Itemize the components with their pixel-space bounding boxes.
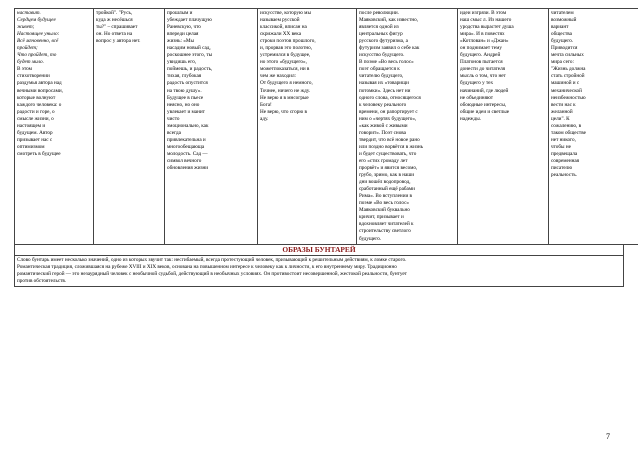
cell-text-line: ним о «чертях будущего», bbox=[359, 115, 417, 122]
cell-text-line: От будущего я немного, bbox=[260, 80, 313, 87]
cell-text-line: реальность. bbox=[551, 172, 577, 179]
cell-text-line: всегда bbox=[167, 129, 181, 136]
cell-text-line: твердит, что всё новое рано bbox=[359, 136, 420, 143]
cell-text-line: уродства вырастет душа bbox=[460, 24, 514, 31]
cell-text-line: пройдет; bbox=[17, 45, 38, 52]
cell-text-line: сработанный ещё рабами bbox=[359, 186, 415, 193]
cell-text-line: его «стих громаду лет bbox=[359, 157, 408, 164]
cell-text-line: раздумья автора над bbox=[17, 80, 62, 87]
page bbox=[14, 8, 624, 287]
table-cell-col6 bbox=[458, 9, 549, 245]
cell-text-line: насадим новый сад, bbox=[167, 45, 211, 52]
cell-text-line: потомки». Здесь нет ни bbox=[359, 87, 411, 94]
cell-text-line: цели". К bbox=[551, 115, 570, 122]
cell-text-line: тихая, глубокая bbox=[167, 73, 202, 80]
cell-text-line: читателю будущего, bbox=[359, 73, 404, 80]
cell-text-line: чисто bbox=[167, 115, 180, 122]
cell-text-line: читателем bbox=[551, 10, 574, 16]
section-body bbox=[14, 255, 624, 288]
cell-text-line: тройкой". "Русь, bbox=[96, 10, 133, 16]
cell-text-line: роскошнее этого, ты bbox=[167, 52, 213, 59]
cell-text-line: Что пройдет, то bbox=[17, 52, 57, 59]
cell-text-line: аду. bbox=[260, 115, 269, 122]
cell-text-line: Бога! bbox=[260, 101, 272, 108]
cell-text-line: будущего. Андрей bbox=[460, 52, 501, 59]
cell-text-line: донести до читателя bbox=[460, 66, 506, 73]
cell-text-line: каждого человека: о bbox=[17, 101, 62, 108]
cell-text-line: вариант bbox=[551, 24, 569, 31]
cell-text-line: и будет существовать, что bbox=[359, 150, 417, 157]
cell-text-line: стать стройной bbox=[551, 73, 585, 80]
cell-text-line: строительству светлого bbox=[359, 228, 411, 235]
section-line: Слово бунтарь имеет несколько значений, одно из которых звучит так: несгибаемый, всегда протестующий человек, призывающий к решительным действиям, к ломке старого. bbox=[17, 256, 407, 263]
cell-text-line: вопрос у автора нет. bbox=[96, 38, 141, 45]
cell-text-line: грубо, зримо, как в наши bbox=[359, 172, 415, 179]
cell-text-line: центральных фигур bbox=[359, 31, 403, 38]
cell-text-line: современная bbox=[551, 157, 580, 164]
cell-text-line: Маяковский буквально bbox=[359, 207, 410, 214]
cell-text-line: Маяковский, как известно, bbox=[359, 17, 419, 24]
cell-text-line: футуризм заявил о себе как bbox=[359, 45, 420, 52]
cell-text-line: или поздно ворвётся в жизнь bbox=[359, 143, 424, 150]
cell-text-line: машиной и с bbox=[551, 80, 580, 87]
cell-text-line: таком обществе bbox=[551, 129, 586, 136]
cell-text-line: общие идеи и светлые bbox=[460, 108, 510, 115]
cell-text-line: начинаний, где людей bbox=[460, 87, 509, 94]
cell-text-line: к человеку реального bbox=[359, 101, 407, 108]
cell-text-line: строки поэтов прошлого, bbox=[260, 38, 316, 45]
cell-text-line: Не верю я в мнсогрые bbox=[260, 94, 309, 101]
cell-text-line: куда ж несёшься bbox=[96, 17, 133, 24]
cell-text-line: неизбежностью bbox=[551, 94, 586, 101]
cell-text-line: он. Но ответа на bbox=[96, 31, 133, 38]
cell-text-line: молодость. Сад — bbox=[167, 150, 208, 157]
section-title: ОБРАЗЫ БУНТАРЕЙ bbox=[14, 245, 624, 255]
cell-text-line: писателю bbox=[551, 165, 573, 172]
cell-text-line: Платонов пытается bbox=[460, 59, 503, 66]
literature-table bbox=[14, 8, 638, 245]
cell-text-line: Рима». Во вступлении в bbox=[359, 193, 413, 200]
cell-text-line: «Котлован» и «Джан» bbox=[460, 38, 509, 45]
cell-text-line: Раневскую, что bbox=[167, 24, 201, 31]
cell-text-line: говорит». Поэт снова bbox=[359, 129, 406, 136]
cell-text-line: идеи изгрязи. В этом bbox=[460, 10, 507, 16]
cell-text-line: ты?" – спрашивает bbox=[96, 24, 138, 31]
cell-text-line: которые волнуют bbox=[17, 94, 56, 101]
cell-text-line: времени, он рапортирует с bbox=[359, 108, 418, 115]
cell-text-line: мира сего: bbox=[551, 59, 574, 66]
section-line: романтический герой — это незаурядный человек с необычной судьбой, действующий в необычных условиях. Он противостоит несовершенной, жестокой реальности, бунтует bbox=[17, 270, 407, 277]
cell-text-line: желанной bbox=[551, 108, 573, 115]
cell-text-line: В этом bbox=[17, 66, 32, 73]
cell-text-line: возможный bbox=[551, 17, 577, 24]
cell-text-line: настоящем и bbox=[17, 122, 46, 129]
cell-text-line: радости и горе, о bbox=[17, 108, 55, 115]
cell-text-line: наш смыс л. Из нашего bbox=[460, 17, 512, 24]
cell-text-line: стихотворении bbox=[17, 73, 50, 80]
cell-text-line: вдохновляет читателей к bbox=[359, 221, 414, 228]
cell-text-line: смотреть в будущее bbox=[17, 150, 61, 157]
cell-text-line: будущего. bbox=[551, 38, 574, 45]
cell-text-line: на твою душу». bbox=[167, 87, 202, 94]
cell-text-line: вести нас к bbox=[551, 101, 576, 108]
cell-text-line: общества bbox=[551, 31, 572, 38]
cell-text-line: мечта сильных bbox=[551, 52, 584, 59]
table-cell-col4 bbox=[258, 9, 357, 245]
cell-text-line: скрижали XX века bbox=[260, 31, 302, 38]
cell-text-line: живет; bbox=[17, 24, 35, 31]
table-row bbox=[15, 9, 638, 245]
cell-text-line: обновления жизни bbox=[167, 165, 209, 172]
cell-text-line: Приводится bbox=[551, 45, 578, 52]
table-cell-col5 bbox=[357, 9, 458, 245]
cell-text-line: наставит. bbox=[17, 10, 41, 16]
cell-text-line: эмоционально, как bbox=[167, 122, 209, 129]
table-cell-col7 bbox=[549, 9, 638, 245]
cell-text-line: поэме «Во весь голос» bbox=[359, 200, 409, 207]
cell-text-line: Всё мгновенно, всё bbox=[17, 38, 59, 45]
cell-text-line: привлекательна и bbox=[167, 136, 206, 143]
cell-text-line: можетпоказаться, ни в bbox=[260, 66, 310, 73]
cell-text-line: механической bbox=[551, 87, 582, 94]
cell-text-line: искусство будущего. bbox=[359, 52, 405, 59]
cell-text-line: будущем. Автор bbox=[17, 129, 53, 136]
cell-text-line: классикой, вписан на bbox=[260, 24, 307, 31]
cell-text-line: называя их «товарищи bbox=[359, 80, 409, 87]
cell-text-line: прошлым и bbox=[167, 10, 193, 16]
cell-text-line: жизнь: «Мы bbox=[167, 38, 194, 45]
cell-text-line: русского футуризма, а bbox=[359, 38, 408, 45]
section-line: Романтическая традиция, сложившаяся на рубеже XVIII и XIX веков, основана на повышенном интересе к человеку как к личности, к его внутреннему миру. Традиционно bbox=[17, 263, 397, 270]
cell-text-line: сожалению, в bbox=[551, 122, 582, 129]
cell-text-line: Настоящее уныло: bbox=[17, 31, 60, 38]
cell-text-line: многообещающа bbox=[167, 143, 205, 150]
table-cell-col1 bbox=[15, 9, 94, 245]
cell-text-line: «как живой с живыми bbox=[359, 122, 408, 129]
cell-text-line: прорвёт» и явится весомо, bbox=[359, 165, 418, 172]
cell-text-line: впереди целая bbox=[167, 31, 199, 38]
cell-text-line: чем же находил: bbox=[260, 73, 296, 80]
cell-text-line: оптимизмом bbox=[17, 143, 45, 150]
cell-text-line: радость опустится bbox=[167, 80, 208, 87]
cell-text-line: мира». И в повестях bbox=[460, 31, 505, 38]
cell-text-line: увлекает и манит bbox=[167, 108, 205, 115]
cell-text-line: Сердцем будущее bbox=[17, 17, 56, 24]
cell-text-line: вечными вопросами, bbox=[17, 87, 63, 94]
cell-text-line: является одной из bbox=[359, 24, 399, 31]
cell-text-line: и, прорвав это полотно, bbox=[260, 45, 313, 52]
cell-text-line: "Жизнь должна bbox=[551, 66, 586, 73]
cell-text-line: мысль о том, что нет bbox=[460, 73, 506, 80]
cell-text-line: Не верю, что сгорю в bbox=[260, 108, 307, 115]
cell-text-line: предвещала bbox=[551, 150, 578, 157]
cell-text-line: смысле жизни, о bbox=[17, 115, 54, 122]
cell-text-line: В поэме «Во весь голос» bbox=[359, 59, 414, 66]
cell-text-line: будущего. bbox=[359, 235, 382, 242]
cell-text-line: кричит, призывает и bbox=[359, 214, 404, 221]
cell-text-line: не объединяют bbox=[460, 94, 494, 101]
cell-text-line: убеждает плачущую bbox=[167, 17, 212, 24]
cell-text-line: дни вошёл водопровод, bbox=[359, 179, 411, 186]
cell-text-line: одного слова, относящегося bbox=[359, 94, 421, 101]
cell-text-line: искусстве, которую мы bbox=[260, 10, 311, 16]
cell-text-line: поэт обращается к bbox=[359, 66, 400, 73]
cell-text-line: называем русской bbox=[260, 17, 300, 24]
cell-text-line: чтобы не bbox=[551, 143, 571, 150]
page-number: 7 bbox=[606, 432, 610, 441]
cell-text-line: призывает нас с bbox=[17, 136, 53, 143]
cell-text-line: символ вечного bbox=[167, 157, 202, 164]
cell-text-line: будет мило. bbox=[17, 59, 44, 66]
cell-text-line: будущего у тех bbox=[460, 80, 494, 87]
cell-text-line: поймешь, и радость, bbox=[167, 66, 213, 73]
table-cell-col2 bbox=[94, 9, 165, 245]
cell-text-line: он поднимает тему bbox=[460, 45, 502, 52]
cell-text-line: увидишь его, bbox=[167, 59, 197, 66]
cell-text-line: устремился в будущее, bbox=[260, 52, 311, 59]
cell-text-line: Будущее в пьесе bbox=[167, 94, 204, 101]
cell-text-line: Точнее, ничего не жду. bbox=[260, 87, 311, 94]
cell-text-line: но этого «будущего», bbox=[260, 59, 307, 66]
cell-text-line: нет никого, bbox=[551, 136, 576, 143]
section-line: против обстоятельств. bbox=[17, 278, 67, 285]
cell-text-line: после революции. bbox=[359, 10, 399, 16]
cell-text-line: неясно, но оно bbox=[167, 101, 200, 108]
cell-text-line: надежды. bbox=[460, 115, 482, 122]
cell-text-line: обоюдные интересы, bbox=[460, 101, 507, 108]
table-cell-col3 bbox=[165, 9, 258, 245]
